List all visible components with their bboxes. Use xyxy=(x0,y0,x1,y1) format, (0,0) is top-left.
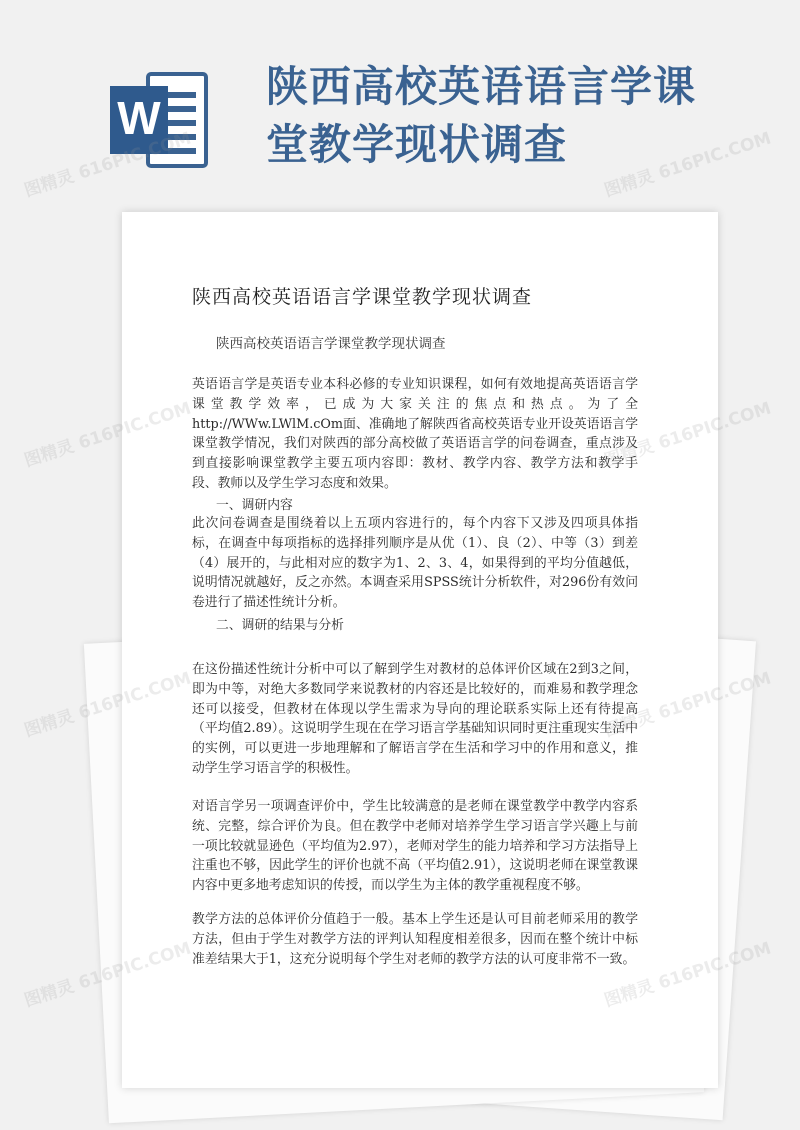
section-heading-2: 二、调研的结果与分析 xyxy=(216,618,344,633)
paragraph-textbook: 在这份描述性统计分析中可以了解到学生对教材的总体评价区域在2到3之间，即为中等，对绝大多数同学来说教材的内容还是比较好的，而难易和教学理念还可以接受，但教材在体现以学生需求为导向的理论联系实际上还有待提高（平均值2.89）。这说明学生现在在学习语言学基础知识同时更注重现实生活中的实例，可以更进一步地理解和了解语言学在生活和学习中的作用和意义，推动学生学习语言学的积极性。 xyxy=(192,662,638,776)
document-title: 陕西高校英语语言学课堂教学现状调查 xyxy=(192,286,533,308)
watermark: 图精灵 616PIC.COM xyxy=(21,398,194,472)
watermark: 图精灵 616PIC.COM xyxy=(601,128,774,202)
svg-text:W: W xyxy=(117,92,161,144)
paragraph-method: 此次问卷调查是围绕着以上五项内容进行的，每个内容下又涉及四项具体指标，在调查中每项指标的选择排列顺序是从优（1）、良（2）、中等（3）到差（4）展开的，与此相对应的数字为1、2、3、4，如果得到的平均分值越低，说明情况就越好，反之亦然。本调查采用SPSS统计分析软件，对296份有效问卷进行了描述性统计分析。 xyxy=(192,516,638,611)
watermark: 图精灵 616PIC.COM xyxy=(21,128,194,202)
watermark: 图精灵 xyxy=(21,976,77,1012)
paragraph-teaching-method: 教学方法的总体评价分值趋于一般。基本上学生还是认可目前老师采用的教学方法，但由于学生对教学方法的评判认知程度相差很多，因而在整个统计中标准差结果大于1，这充分说明每个学生对老师的教学方法的认可度非常不一致。 xyxy=(192,912,638,967)
document-subtitle: 陕西高校英语语言学课堂教学现状调查 xyxy=(216,336,446,352)
paragraph-content: 对语言学另一项调查评价中，学生比较满意的是老师在课堂教学中教学内容系统、完整，综合评价为良。但在教学中老师对培养学生学习语言学兴趣上与前一项比较就显逊色（平均值为2.97），老师对学生的能力培养和学习方法指导上注重也不够，因此学生的评价也就不高（平均值2.91），这说明老师在课堂教课内容中更多地考虑知识的传授，而以学生为主体的教学重视程度不够。 xyxy=(192,799,638,894)
watermark: 图精灵 xyxy=(21,706,77,742)
header-title: 陕西高校英语语言学课堂教学现状调查 xyxy=(266,62,697,169)
document-page xyxy=(122,212,718,1088)
paragraph-intro: 英语语言学是英语专业本科必修的专业知识课程，如何有效地提高英语语言学课堂教学效率，已成为大家关注的焦点和热点。为了全http://WWw.LWlM.cOm面、准确地了解陕西省高校英语专业开设英语语言学课堂教学情况，我们对陕西的部分高校做了英语语言学的问卷调查，重点涉及到直接影响课堂教学主要五项内容即：教材、教学内容、教学方法和教学手段、教师以及学生学习态度和效果。 xyxy=(192,377,638,491)
word-document-icon xyxy=(108,68,212,172)
section-heading-1: 一、调研内容 xyxy=(216,498,293,513)
